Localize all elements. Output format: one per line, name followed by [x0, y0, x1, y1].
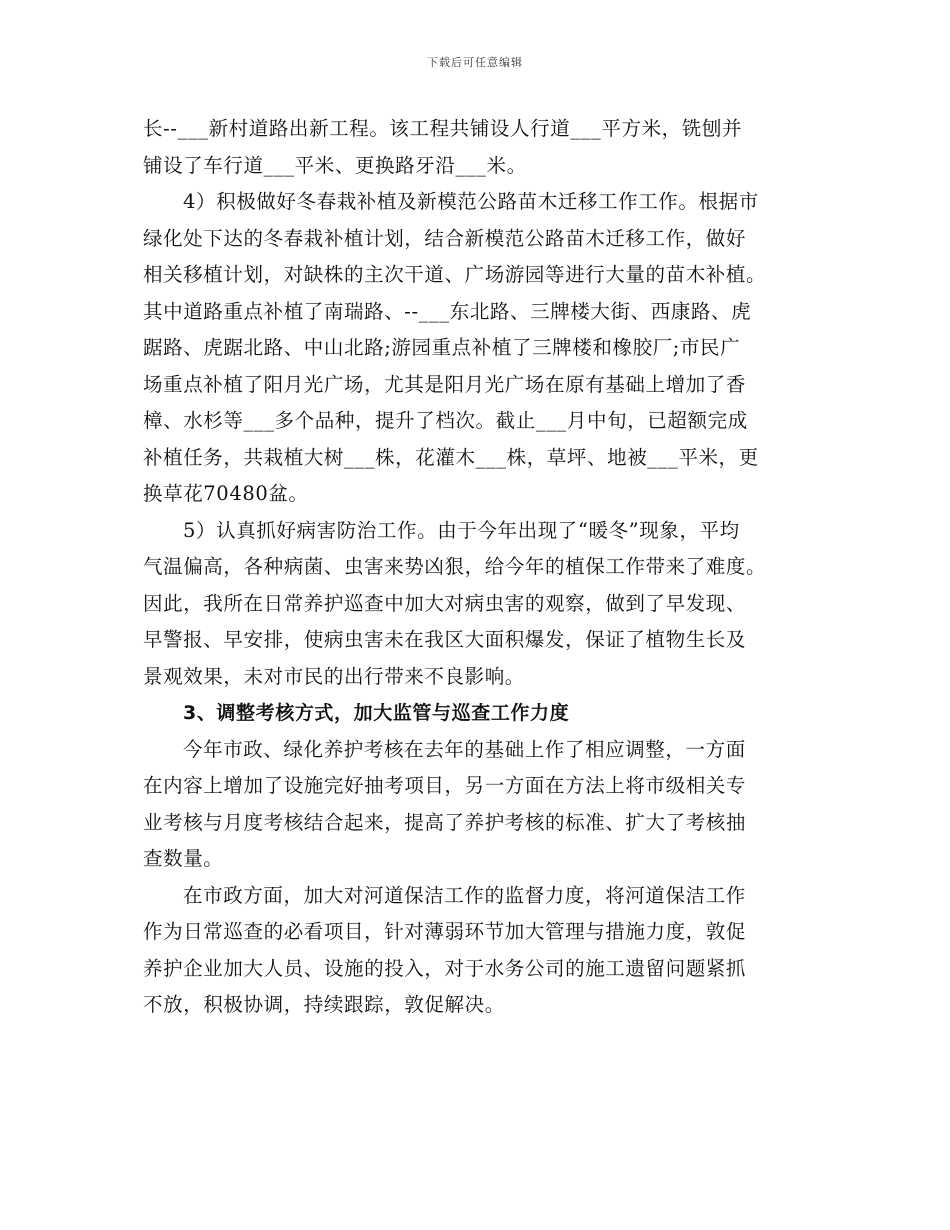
- text-line: 查数量。: [143, 847, 224, 870]
- text-line: 在市政方面，加大对河道保洁工作的监督力度，将河道保洁工作: [183, 883, 746, 907]
- paragraph: [143, 513, 813, 696]
- text-line: 在内容上增加了设施完好抽考项目，另一方面在方法上将市级相关专: [143, 774, 747, 797]
- text-line: 绿化处下达的冬春栽补植计划，结合新模范公路苗木迁移工作，做好: [143, 226, 747, 250]
- text-line: 因此，我所在日常养护巡查中加大对病虫害的观察，做到了早发现、: [143, 591, 747, 615]
- text-line: 4）积极做好冬春栽补植及新模范公路苗木迁移工作工作。根据市: [183, 190, 759, 213]
- text-line: 养护企业加大人员、设施的投入，对于水务公司的施工遗留问题紧抓: [143, 956, 747, 980]
- text-line: 场重点补植了阳月光广场，尤其是阳月光广场在原有基础上增加了香: [143, 372, 747, 396]
- paragraph: [143, 111, 813, 184]
- text-line: 今年市政、绿化养护考核在去年的基础上作了相应调整，一方面: [183, 737, 746, 761]
- section-heading: [143, 695, 813, 732]
- text-line: 景观效果，未对市民的出行带来不良影响。: [143, 664, 525, 688]
- text-line: 其中道路重点补植了南瑞路、--___东北路、三牌楼大街、西康路、虎: [143, 299, 752, 323]
- paragraph: [143, 184, 813, 513]
- text-line: 作为日常巡查的必看项目，针对薄弱环节加大管理与措施力度，敦促: [143, 920, 747, 943]
- text-line: 长--___新村道路出新工程。该工程共铺设人行道___平方米，铣刨并: [143, 117, 743, 140]
- heading-text: 3、调整考核方式，加大监管与巡查工作力度: [183, 702, 570, 724]
- text-line: 5）认真抓好病害防治工作。由于今年出现了“暖冬”现象，平均: [183, 518, 740, 542]
- text-line: 气温偏高，各种病菌、虫害来势凶狠，给今年的植保工作带来了难度。: [143, 555, 767, 578]
- text-line: 樟、水杉等___多个品种，提升了档次。截止___月中旬，已超额完成: [143, 409, 748, 432]
- text-line: 不放，积极协调，持续跟踪，敦促解决。: [143, 993, 505, 1016]
- document-body: [143, 111, 813, 1024]
- paragraph: [143, 732, 813, 878]
- text-line: 相关移植计划，对缺株的主次干道、广场游园等进行大量的苗木补植。: [143, 263, 767, 286]
- text-line: 早警报、早安排，使病虫害未在我区大面积爆发，保证了植物生长及: [143, 628, 747, 651]
- text-line: 补植任务，共栽植大树___株，花灌木___株，草坪、地被___平米，更: [143, 445, 759, 469]
- text-line: 换草花70480盆。: [143, 482, 309, 505]
- text-line: 踞路、虎踞北路、中山北路;游园重点补植了三牌楼和橡胶厂;市民广: [143, 336, 741, 359]
- text-line: 铺设了车行道___平米、更换路牙沿___米。: [143, 153, 527, 177]
- paragraph: [143, 878, 813, 1024]
- text-line: 业考核与月度考核结合起来，提高了养护考核的标准、扩大了考核抽: [143, 810, 747, 834]
- page-header: 下载后可任意编辑: [427, 56, 523, 69]
